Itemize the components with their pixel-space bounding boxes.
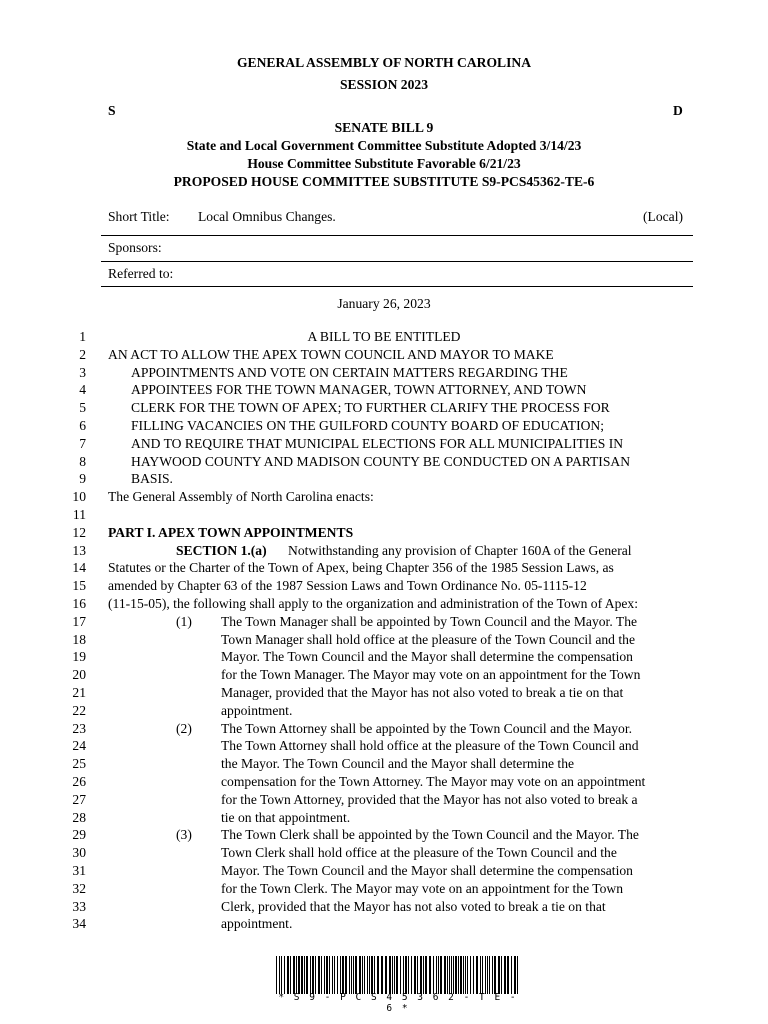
barcode-bar bbox=[304, 956, 305, 994]
barcode-bar bbox=[411, 956, 412, 994]
line-number: 11 bbox=[72, 507, 86, 522]
item-text: Manager, provided that the Mayor has not also voted to break a tie on that bbox=[221, 685, 624, 700]
barcode-bar bbox=[465, 956, 466, 994]
barcode-bar bbox=[293, 956, 295, 994]
barcode-bar bbox=[290, 956, 291, 994]
line-number: 29 bbox=[72, 827, 86, 843]
barcode-bar bbox=[440, 956, 442, 994]
line-number: 5 bbox=[79, 400, 86, 416]
barcode-bar bbox=[306, 956, 308, 994]
item-text: for the Town Clerk. The Mayor may vote on an appointment for the Town bbox=[221, 880, 624, 896]
act-line: AN ACT TO ALLOW THE APEX TOWN COUNCIL AND MAYOR TO MAKE bbox=[108, 346, 554, 362]
barcode-bar bbox=[511, 956, 512, 994]
line-number: 9 bbox=[79, 471, 86, 487]
barcode-bar bbox=[301, 956, 303, 994]
item-text: Town Manager shall hold office at the pleasure of the Town Council and the bbox=[221, 631, 635, 647]
barcode-bar bbox=[455, 956, 457, 994]
item-text: tie on that appointment. bbox=[221, 809, 351, 825]
act-line: APPOINTEES FOR THE TOWN MANAGER, TOWN ATTORNEY, AND TOWN bbox=[131, 382, 587, 398]
barcode-text: * S 9 - P C S 4 5 3 6 2 - T E - 6 * bbox=[278, 992, 518, 1014]
bill-number: SENATE BILL 9 bbox=[334, 120, 434, 135]
barcode-bar bbox=[498, 956, 500, 994]
barcode-bar bbox=[296, 956, 297, 994]
barcode-bar bbox=[340, 956, 341, 994]
line-number: 17 bbox=[72, 613, 86, 629]
item-text: Clerk, provided that the Mayor has not also voted to break a tie on that bbox=[221, 898, 606, 914]
barcode-bar bbox=[287, 956, 289, 994]
barcode-bar bbox=[353, 956, 354, 994]
line-number: 3 bbox=[79, 364, 86, 380]
line-number: 8 bbox=[79, 453, 86, 469]
item-text: The Town Clerk shall be appointed by the Town Council and the Mayor. The bbox=[221, 827, 639, 843]
line-number: 1 bbox=[79, 329, 86, 344]
barcode bbox=[276, 956, 520, 994]
barcode-bar bbox=[517, 956, 518, 994]
line-number: 28 bbox=[72, 809, 86, 825]
barcode-bar bbox=[312, 956, 314, 994]
barcode-bar bbox=[334, 956, 335, 994]
barcode-bar bbox=[359, 956, 361, 994]
barcode-bar bbox=[470, 956, 471, 994]
barcode-bar bbox=[417, 956, 418, 994]
barcode-bar bbox=[389, 956, 391, 994]
line-number: 20 bbox=[72, 667, 86, 683]
barcode-bar bbox=[429, 956, 431, 994]
line-number: 24 bbox=[72, 738, 86, 754]
section-text: Notwithstanding any provision of Chapter 160A of the General bbox=[288, 542, 632, 558]
line-number: 7 bbox=[79, 435, 86, 451]
line-number: 32 bbox=[72, 880, 86, 896]
barcode-bar bbox=[504, 956, 506, 994]
barcode-bar bbox=[315, 956, 316, 994]
item-text: appointment. bbox=[221, 916, 293, 932]
divider bbox=[101, 261, 693, 262]
item-text: The Town Attorney shall hold office at the pleasure of the Town Council and bbox=[221, 738, 639, 754]
item-text: for the Town Attorney, provided that the Mayor has not also voted to break a bbox=[221, 791, 638, 807]
item-text: for the Town Manager. The Mayor may vote on an appointment for the Town bbox=[221, 667, 641, 683]
line-number: 10 bbox=[72, 489, 86, 505]
barcode-bar bbox=[480, 956, 481, 994]
barcode-bar bbox=[408, 956, 409, 994]
line-number: 31 bbox=[72, 863, 86, 878]
line-number: 21 bbox=[72, 685, 86, 700]
item-number: (1) bbox=[176, 613, 192, 629]
item-text: Town Clerk shall hold office at the pleasure of the Town Council and the bbox=[221, 845, 617, 861]
section-text: (11-15-05), the following shall apply to the organization and administration of the Town of Apex: bbox=[108, 596, 638, 611]
act-line: FILLING VACANCIES ON THE GUILFORD COUNTY BOARD OF EDUCATION; bbox=[131, 418, 605, 433]
barcode-bar bbox=[394, 956, 395, 994]
barcode-bar bbox=[364, 956, 365, 994]
item-text: appointment. bbox=[221, 702, 293, 718]
item-text: Mayor. The Town Council and the Mayor shall determine the compensation bbox=[221, 649, 633, 665]
divider bbox=[101, 286, 693, 287]
substitute-line-3: PROPOSED HOUSE COMMITTEE SUBSTITUTE S9-PCS45362-TE-6 bbox=[173, 174, 595, 189]
act-line: CLERK FOR THE TOWN OF APEX; TO FURTHER CLARIFY THE PROCESS FOR bbox=[131, 400, 610, 416]
line-number: 14 bbox=[72, 560, 86, 576]
bill-date: January 26, 2023 bbox=[337, 296, 431, 311]
barcode-bar bbox=[351, 956, 352, 994]
line-number: 22 bbox=[72, 702, 86, 718]
bill-entitle: A BILL TO BE ENTITLED bbox=[307, 329, 461, 344]
barcode-bar bbox=[514, 956, 516, 994]
barcode-bar bbox=[433, 956, 434, 994]
barcode-bar bbox=[381, 956, 383, 994]
barcode-bar bbox=[473, 956, 474, 994]
short-title: Local Omnibus Changes. bbox=[198, 209, 336, 224]
line-number: 15 bbox=[72, 578, 86, 594]
barcode-bar bbox=[396, 956, 398, 994]
section-label: SECTION 1.(a) bbox=[176, 542, 267, 558]
barcode-bar bbox=[487, 956, 488, 994]
barcode-bar bbox=[367, 956, 368, 994]
item-text: The Town Attorney shall be appointed by the Town Council and the Mayor. bbox=[221, 720, 633, 736]
barcode-bar bbox=[310, 956, 311, 994]
barcode-bar bbox=[467, 956, 468, 994]
act-line: APPOINTMENTS AND VOTE ON CERTAIN MATTERS REGARDING THE bbox=[131, 364, 568, 380]
barcode-bar bbox=[284, 956, 285, 994]
line-number: 27 bbox=[72, 791, 86, 807]
barcode-bar bbox=[281, 956, 282, 994]
barcode-bar bbox=[436, 956, 437, 994]
barcode-bar bbox=[405, 956, 407, 994]
item-text: compensation for the Town Attorney. The Mayor may vote on an appointment bbox=[221, 774, 646, 789]
barcode-bar bbox=[279, 956, 280, 994]
barcode-bar bbox=[423, 956, 424, 994]
sponsors-label: Sponsors: bbox=[108, 240, 162, 255]
line-number: 4 bbox=[79, 382, 86, 398]
barcode-bar bbox=[463, 956, 464, 994]
left-code: S bbox=[108, 103, 116, 118]
barcode-bar bbox=[420, 956, 422, 994]
barcode-bar bbox=[476, 956, 478, 994]
barcode-bar bbox=[453, 956, 454, 994]
item-number: (3) bbox=[176, 827, 192, 843]
barcode-bar bbox=[400, 956, 401, 994]
barcode-bar bbox=[458, 956, 459, 994]
barcode-bar bbox=[485, 956, 486, 994]
line-number: 18 bbox=[72, 631, 86, 647]
barcode-bar bbox=[460, 956, 462, 994]
referred-label: Referred to: bbox=[108, 266, 174, 281]
section-text: amended by Chapter 63 of the 1987 Session Laws and Town Ordinance No. 05-1115-12 bbox=[108, 578, 587, 594]
barcode-bar bbox=[449, 956, 450, 994]
barcode-bar bbox=[492, 956, 493, 994]
barcode-bar bbox=[345, 956, 347, 994]
divider bbox=[101, 235, 693, 236]
barcode-bar bbox=[342, 956, 344, 994]
item-text: the Mayor. The Town Council and the Mayor shall determine the bbox=[221, 756, 575, 772]
substitute-line-1: State and Local Government Committee Substitute Adopted 3/14/23 bbox=[186, 138, 582, 153]
right-code: D bbox=[673, 103, 683, 118]
barcode-bar bbox=[444, 956, 446, 994]
barcode-bar bbox=[337, 956, 338, 994]
barcode-bar bbox=[489, 956, 490, 994]
barcode-bar bbox=[329, 956, 330, 994]
barcode-bar bbox=[318, 956, 320, 994]
local-tag: (Local) bbox=[643, 209, 683, 224]
line-number: 25 bbox=[72, 756, 86, 772]
act-line: AND TO REQUIRE THAT MUNICIPAL ELECTIONS FOR ALL MUNICIPALITIES IN bbox=[131, 435, 624, 451]
item-text: Mayor. The Town Council and the Mayor shall determine the compensation bbox=[221, 863, 633, 878]
barcode-bar bbox=[447, 956, 448, 994]
barcode-bar bbox=[403, 956, 404, 994]
barcode-bar bbox=[332, 956, 333, 994]
barcode-bar bbox=[298, 956, 300, 994]
line-number: 13 bbox=[72, 542, 86, 558]
act-line: BASIS. bbox=[131, 471, 173, 487]
barcode-bar bbox=[349, 956, 350, 994]
barcode-bar bbox=[326, 956, 328, 994]
line-number: 34 bbox=[72, 916, 86, 932]
barcode-bar bbox=[355, 956, 357, 994]
line-number: 23 bbox=[72, 720, 86, 736]
item-number: (2) bbox=[176, 720, 192, 736]
barcode-bar bbox=[414, 956, 416, 994]
line-number: 2 bbox=[79, 346, 86, 362]
line-number: 26 bbox=[72, 774, 86, 789]
barcode-bar bbox=[369, 956, 370, 994]
barcode-bar bbox=[438, 956, 439, 994]
line-number: 30 bbox=[72, 845, 86, 861]
barcode-bar bbox=[321, 956, 322, 994]
barcode-bar bbox=[371, 956, 373, 994]
barcode-bar bbox=[482, 956, 483, 994]
act-line: HAYWOOD COUNTY AND MADISON COUNTY BE CONDUCTED ON A PARTISAN bbox=[131, 453, 631, 469]
item-text: The Town Manager shall be appointed by Town Council and the Mayor. The bbox=[221, 613, 638, 629]
assembly-title: GENERAL ASSEMBLY OF NORTH CAROLINA bbox=[236, 55, 532, 70]
barcode-bar bbox=[392, 956, 393, 994]
session-title: SESSION 2023 bbox=[339, 77, 428, 92]
barcode-bar bbox=[324, 956, 325, 994]
line-number: 6 bbox=[79, 418, 86, 433]
short-title-label: Short Title: bbox=[108, 209, 170, 224]
barcode-bar bbox=[501, 956, 502, 994]
barcode-bar bbox=[374, 956, 375, 994]
section-text: Statutes or the Charter of the Town of Apex, being Chapter 356 of the 1985 Session Laws, as bbox=[108, 560, 614, 576]
part-heading: PART I. APEX TOWN APPOINTMENTS bbox=[108, 524, 354, 540]
line-number: 12 bbox=[72, 524, 86, 540]
enacting-clause: The General Assembly of North Carolina enacts: bbox=[108, 489, 374, 505]
barcode-bar bbox=[507, 956, 509, 994]
barcode-bar bbox=[377, 956, 379, 994]
barcode-bar bbox=[276, 956, 277, 994]
barcode-bar bbox=[385, 956, 387, 994]
substitute-line-2: House Committee Substitute Favorable 6/21/23 bbox=[247, 156, 521, 171]
line-number: 19 bbox=[72, 649, 86, 665]
barcode-bar bbox=[425, 956, 427, 994]
barcode-bar bbox=[362, 956, 363, 994]
line-number: 16 bbox=[72, 596, 86, 611]
barcode-bar bbox=[451, 956, 452, 994]
line-number: 33 bbox=[72, 898, 86, 914]
barcode-bar bbox=[494, 956, 496, 994]
